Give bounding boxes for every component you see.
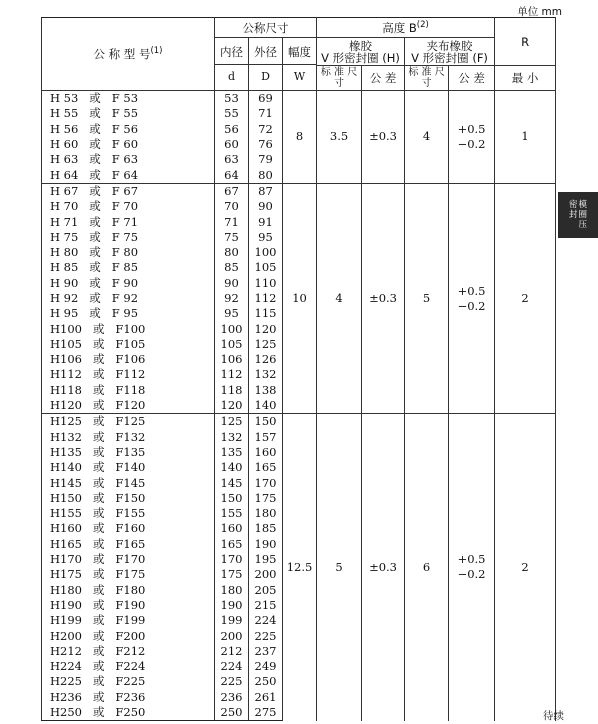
- fabric-std-cell: 6: [405, 414, 449, 721]
- model-cell: H 55 或 F 55: [42, 106, 215, 121]
- model-cell: H106 或 F106: [42, 352, 215, 367]
- outer-dia-cell: 120: [249, 321, 283, 336]
- inner-dia-cell: 90: [215, 276, 249, 291]
- outer-dia-cell: 215: [249, 598, 283, 613]
- symbol-d: d: [227, 70, 236, 83]
- model-cell: H 70 或 F 70: [42, 199, 215, 214]
- rubber-label: 橡胶: [349, 38, 373, 53]
- side-tab-char: 圈: [578, 210, 588, 220]
- model-cell: H150 或 F150: [42, 491, 215, 506]
- outer-dia-cell: 110: [249, 276, 283, 291]
- fabric-std-cell: 4: [405, 91, 449, 184]
- inner-dia-cell: 63: [215, 152, 249, 167]
- model-cell: H 80 或 F 80: [42, 245, 215, 260]
- model-cell: H175 或 F175: [42, 567, 215, 582]
- inner-dia-cell: 92: [215, 291, 249, 306]
- outer-dia-cell: 79: [249, 152, 283, 167]
- tol-upper: +0.5: [457, 552, 486, 567]
- footnote-2: (2): [416, 19, 429, 30]
- r-min-cell: 2: [495, 183, 556, 413]
- fabric-sub-label: V 形密封圈 (F): [411, 50, 488, 65]
- symbol-W: W: [293, 70, 306, 83]
- rubber-tol-cell: ±0.3: [362, 414, 405, 721]
- inner-dia-cell: 55: [215, 106, 249, 121]
- inner-dia-cell: 160: [215, 521, 249, 536]
- model-cell: H112 或 F112: [42, 367, 215, 382]
- width-cell: 10: [283, 183, 317, 413]
- outer-dia-cell: 100: [249, 245, 283, 260]
- inner-dia-cell: 125: [215, 414, 249, 430]
- outer-dia-cell: 180: [249, 506, 283, 521]
- rubber-std-cell: 4: [317, 183, 362, 413]
- inner-dia-cell: 190: [215, 598, 249, 613]
- model-cell: H236 或 F236: [42, 690, 215, 705]
- tol-upper: +0.5: [457, 283, 486, 298]
- outer-dia-cell: 95: [249, 230, 283, 245]
- rubber-sub-label: V 形密封圈 (H): [321, 50, 400, 65]
- inner-dia-cell: 105: [215, 337, 249, 352]
- seal-size-table: [41, 17, 556, 721]
- model-cell: H 90 或 F 90: [42, 276, 215, 291]
- outer-dia-cell: 115: [249, 306, 283, 321]
- outer-dia-cell: 138: [249, 383, 283, 398]
- outer-dia-cell: 140: [249, 398, 283, 414]
- col-header-r: R: [495, 18, 556, 66]
- outer-dia-cell: 80: [249, 167, 283, 183]
- outer-dia-cell: 71: [249, 106, 283, 121]
- inner-dia-cell: 106: [215, 352, 249, 367]
- model-cell: H 56 或 F 56: [42, 122, 215, 137]
- outer-dia-cell: 90: [249, 199, 283, 214]
- col-header-fabric: [405, 38, 495, 66]
- r-min-cell: 2: [495, 414, 556, 721]
- model-cell: H 64 或 F 64: [42, 167, 215, 183]
- outer-dia-cell: 237: [249, 644, 283, 659]
- model-cell: H132 或 F132: [42, 430, 215, 445]
- model-cell: H145 或 F145: [42, 475, 215, 490]
- inner-dia-cell: 165: [215, 537, 249, 552]
- inner-dia-cell: 100: [215, 321, 249, 336]
- outer-dia-cell: 112: [249, 291, 283, 306]
- outer-dia-cell: 190: [249, 537, 283, 552]
- inner-dia-cell: 53: [215, 91, 249, 107]
- outer-dia-cell: 105: [249, 260, 283, 275]
- symbol-D: D: [261, 70, 270, 83]
- col-header-width: 幅度 W: [283, 38, 317, 91]
- model-cell: H165 或 F165: [42, 537, 215, 552]
- inner-dia-cell: 180: [215, 583, 249, 598]
- outer-dia-cell: 205: [249, 583, 283, 598]
- table-row: [42, 414, 556, 430]
- fabric-std-cell: 5: [405, 183, 449, 413]
- inner-dia-cell: 71: [215, 214, 249, 229]
- outer-dia-cell: 160: [249, 445, 283, 460]
- col-header-r-min: 最 小: [495, 66, 556, 91]
- outer-dia-cell: 261: [249, 690, 283, 705]
- inner-dia-cell: 67: [215, 183, 249, 199]
- inner-dia-cell: 56: [215, 122, 249, 137]
- model-cell: H170 或 F170: [42, 552, 215, 567]
- inner-dia-cell: 95: [215, 306, 249, 321]
- model-cell: H 67 或 F 67: [42, 183, 215, 199]
- r-min-cell: 1: [495, 91, 556, 184]
- model-cell: H118 或 F118: [42, 383, 215, 398]
- inner-dia-cell: 75: [215, 230, 249, 245]
- col-header-inner-dia: 内径 d: [215, 38, 249, 91]
- model-cell: H140 或 F140: [42, 460, 215, 475]
- col-header-fabric-tol: 公 差: [449, 66, 495, 91]
- col-header-outer-dia: 外径 D: [249, 38, 283, 91]
- inner-dia-cell: 132: [215, 430, 249, 445]
- model-cell: H160 或 F160: [42, 521, 215, 536]
- inner-dia-cell: 70: [215, 199, 249, 214]
- outer-dia-cell: 170: [249, 475, 283, 490]
- col-header-nominal-size: 公称尺寸: [215, 18, 317, 38]
- inner-dia-cell: 150: [215, 491, 249, 506]
- outer-dia-cell: 72: [249, 122, 283, 137]
- col-header-rubber: [317, 38, 405, 66]
- rubber-tol-cell: ±0.3: [362, 183, 405, 413]
- rubber-std-cell: 3.5: [317, 91, 362, 184]
- fabric-tol-cell: [449, 414, 495, 721]
- outer-dia-cell: 225: [249, 628, 283, 643]
- side-tab-char: 封: [568, 210, 578, 220]
- model-cell: H212 或 F212: [42, 644, 215, 659]
- model-cell: H105 或 F105: [42, 337, 215, 352]
- outer-dia-cell: 224: [249, 613, 283, 628]
- col-header-rubber-tol: 公 差: [362, 66, 405, 91]
- model-cell: H200 或 F200: [42, 628, 215, 643]
- model-cell: H125 或 F125: [42, 414, 215, 430]
- model-cell: H224 或 F224: [42, 659, 215, 674]
- inner-dia-cell: 120: [215, 398, 249, 414]
- model-cell: H 75 或 F 75: [42, 230, 215, 245]
- outer-dia-cell: 150: [249, 414, 283, 430]
- outer-dia-cell: 249: [249, 659, 283, 674]
- outer-dia-cell: 157: [249, 430, 283, 445]
- outer-dia-cell: 275: [249, 705, 283, 721]
- tol-upper: +0.5: [457, 121, 486, 136]
- tol-lower: −0.2: [457, 567, 486, 582]
- model-cell: H 53 或 F 53: [42, 91, 215, 107]
- inner-dia-cell: 236: [215, 690, 249, 705]
- model-cell: H 85 或 F 85: [42, 260, 215, 275]
- inner-dia-cell: 199: [215, 613, 249, 628]
- inner-dia-cell: 225: [215, 674, 249, 689]
- fabric-label: 夹布橡胶: [426, 38, 473, 53]
- col-header-fabric-std: 标 准 尺 寸: [405, 66, 449, 91]
- model-cell: H225 或 F225: [42, 674, 215, 689]
- inner-dia-cell: 118: [215, 383, 249, 398]
- model-cell: H199 或 F199: [42, 613, 215, 628]
- inner-dia-cell: 155: [215, 506, 249, 521]
- outer-dia-cell: 250: [249, 674, 283, 689]
- width-cell: 12.5: [283, 414, 317, 721]
- outer-dia-cell: 76: [249, 137, 283, 152]
- fabric-tol-cell: [449, 91, 495, 184]
- footnote-1: (1): [150, 46, 163, 57]
- outer-dia-cell: 200: [249, 567, 283, 582]
- side-tab-char: 密: [568, 200, 578, 210]
- table-row: [42, 91, 556, 107]
- outer-dia-cell: 175: [249, 491, 283, 506]
- outer-dia-cell: 87: [249, 183, 283, 199]
- model-cell: H 60 或 F 60: [42, 137, 215, 152]
- inner-dia-cell: 212: [215, 644, 249, 659]
- rubber-tol-cell: ±0.3: [362, 91, 405, 184]
- model-cell: H190 或 F190: [42, 598, 215, 613]
- tol-lower: −0.2: [457, 136, 486, 151]
- inner-dia-cell: 250: [215, 705, 249, 721]
- model-cell: H250 或 F250: [42, 705, 215, 721]
- outer-dia-cell: 126: [249, 352, 283, 367]
- col-header-model: 公 称 型 号$^{(1)}$: [42, 18, 215, 91]
- outer-dia-cell: 125: [249, 337, 283, 352]
- width-cell: 8: [283, 91, 317, 184]
- outer-dia-cell: 185: [249, 521, 283, 536]
- fabric-tol-cell: [449, 183, 495, 413]
- inner-dia-cell: 64: [215, 167, 249, 183]
- outer-dia-cell: 132: [249, 367, 283, 382]
- tol-lower: −0.2: [457, 298, 486, 313]
- col-header-rubber-std: 标 准 尺 寸: [317, 66, 362, 91]
- inner-dia-cell: 135: [215, 445, 249, 460]
- outer-dia-cell: 195: [249, 552, 283, 567]
- model-cell: H135 或 F135: [42, 445, 215, 460]
- inner-dia-cell: 224: [215, 659, 249, 674]
- model-cell: H180 或 F180: [42, 583, 215, 598]
- inner-dia-cell: 140: [215, 460, 249, 475]
- model-cell: H100 或 F100: [42, 321, 215, 336]
- inner-dia-cell: 145: [215, 475, 249, 490]
- unit-label: 单位 mm: [517, 6, 562, 18]
- inner-dia-cell: 170: [215, 552, 249, 567]
- model-cell: H 71 或 F 71: [42, 214, 215, 229]
- rubber-std-cell: 5: [317, 414, 362, 721]
- inner-dia-cell: 60: [215, 137, 249, 152]
- side-tab-char: 压: [578, 220, 588, 230]
- model-cell: H 63 或 F 63: [42, 152, 215, 167]
- outer-dia-cell: 165: [249, 460, 283, 475]
- table-row: [42, 183, 556, 199]
- continued-label: 待续: [543, 710, 564, 722]
- model-cell: H 92 或 F 92: [42, 291, 215, 306]
- model-cell: H120 或 F120: [42, 398, 215, 414]
- inner-dia-cell: 175: [215, 567, 249, 582]
- outer-dia-cell: 69: [249, 91, 283, 107]
- inner-dia-cell: 80: [215, 245, 249, 260]
- section-side-tab: [558, 192, 598, 238]
- inner-dia-cell: 200: [215, 628, 249, 643]
- model-cell: H155 或 F155: [42, 506, 215, 521]
- col-header-height-b: 高度 $B^{(2)}$: [317, 18, 495, 38]
- inner-dia-cell: 112: [215, 367, 249, 382]
- outer-dia-cell: 91: [249, 214, 283, 229]
- side-tab-char: 模: [578, 200, 588, 210]
- model-cell: H 95 或 F 95: [42, 306, 215, 321]
- inner-dia-cell: 85: [215, 260, 249, 275]
